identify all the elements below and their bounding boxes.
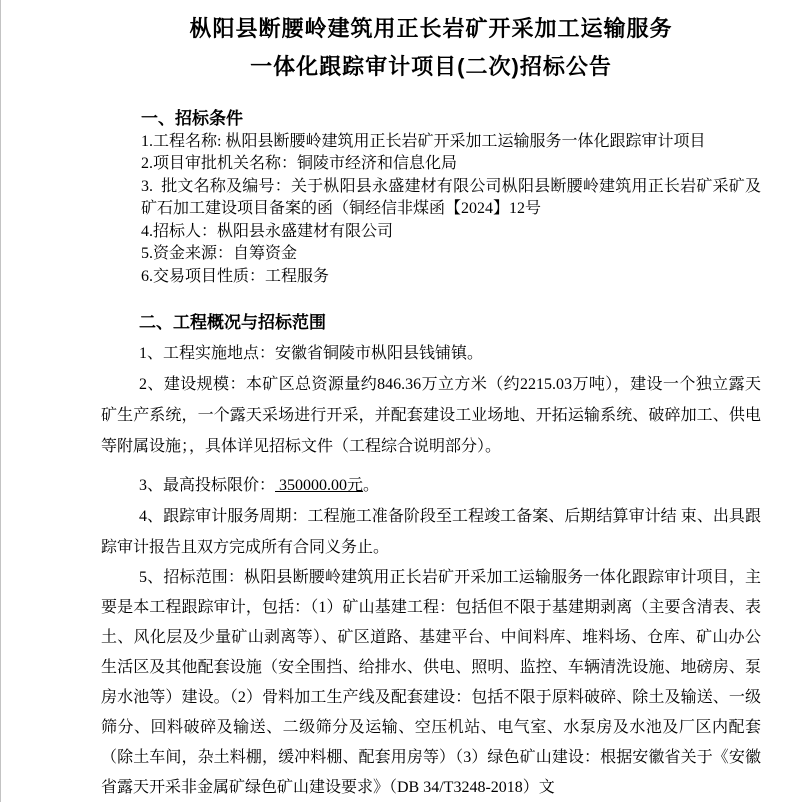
bid-condition-item-project-name: 1.工程名称: 枞阳县断腰岭建筑用正长岩矿开采加工运输服务一体化跟踪审计项目 xyxy=(141,132,706,150)
document-title-line-1: 枞阳县断腰岭建筑用正长岩矿开采加工运输服务 xyxy=(189,16,673,41)
section-project-overview xyxy=(101,338,761,802)
max-bid-price-value: 350000.00元 xyxy=(275,477,364,494)
paragraph-implementation-location: 1、工程实施地点：安徽省铜陵市枞阳县钱铺镇。 xyxy=(139,345,484,362)
document-title-line-2: 一体化跟踪审计项目(二次)招标公告 xyxy=(250,54,612,79)
section-heading-project-overview: 二、工程概况与招标范围 xyxy=(139,313,326,332)
document-title xyxy=(101,10,761,86)
max-bid-price-label: 3、最高投标限价： xyxy=(139,477,276,494)
paragraph-max-bid-price xyxy=(101,470,761,501)
bid-condition-item-approval-document: 3. 批文名称及编号：关于枞阳县永盛建材有限公司枞阳县断腰岭建筑用正长岩矿采矿及矿石加工建设项目备案的函（铜经信非煤函【2024】12号 xyxy=(141,177,761,217)
bid-condition-item-funding-source: 5.资金来源：自筹资金 xyxy=(141,245,298,262)
section-heading-bid-conditions: 一、招标条件 xyxy=(141,109,243,128)
paragraph-bid-scope: 5、招标范围：枞阳县断腰岭建筑用正长岩矿开采加工运输服务一体化跟踪审计项目，主要是本工程跟踪审计，包括：（1）矿山基建工程：包括但不限于基建期剥离（主要含清表、表土、风化层及少量矿山剥离等）、矿区道路、基建平台、中间料库、堆料场、仓库、矿山办公生活区及其他配套设施（安全围挡、给排水、供电、照明、监控、车辆清洗设施、地磅房、泵房水池等）建设。（2）骨料加工生产线及配套建设：包括不限于原料破碎、除土及输送、一级筛分、回料破碎及输送、二级筛分及运输、空压机站、电气室、水泵房及水池及厂区内配套（除土车间，杂土料棚，缓冲料棚、配套用房等）（3）绿色矿山建设：根据安徽省关于《安徽省露天开采非金属矿绿色矿山建设要求》（DB 34/T3248-2018）文 xyxy=(101,569,761,796)
section-bid-conditions xyxy=(141,108,761,288)
bid-condition-item-approval-authority: 2.项目审批机关名称：铜陵市经济和信息化局 xyxy=(141,155,458,172)
max-bid-price-suffix: 。 xyxy=(363,477,380,494)
paragraph-audit-service-period: 4、跟踪审计服务周期：工程施工准备阶段至工程竣工备案、后期结算审计结 束、出具跟踪审计报告且双方完成所有合同义务止。 xyxy=(101,508,761,556)
paragraph-construction-scale: 2、建设规模：本矿区总资源量约846.36万立方米（约2215.03万吨），建设一个独立露天矿生产系统，一个露天采场进行开采，并配套建设工业场地、开拓运输系统、破碎加工、供电等附属设施；，具体详见招标文件（工程综合说明部分）。 xyxy=(101,376,761,455)
bid-condition-item-tenderer: 4.招标人：枞阳县永盛建材有限公司 xyxy=(141,222,394,240)
bid-condition-item-project-nature: 6.交易项目性质：工程服务 xyxy=(141,267,330,285)
